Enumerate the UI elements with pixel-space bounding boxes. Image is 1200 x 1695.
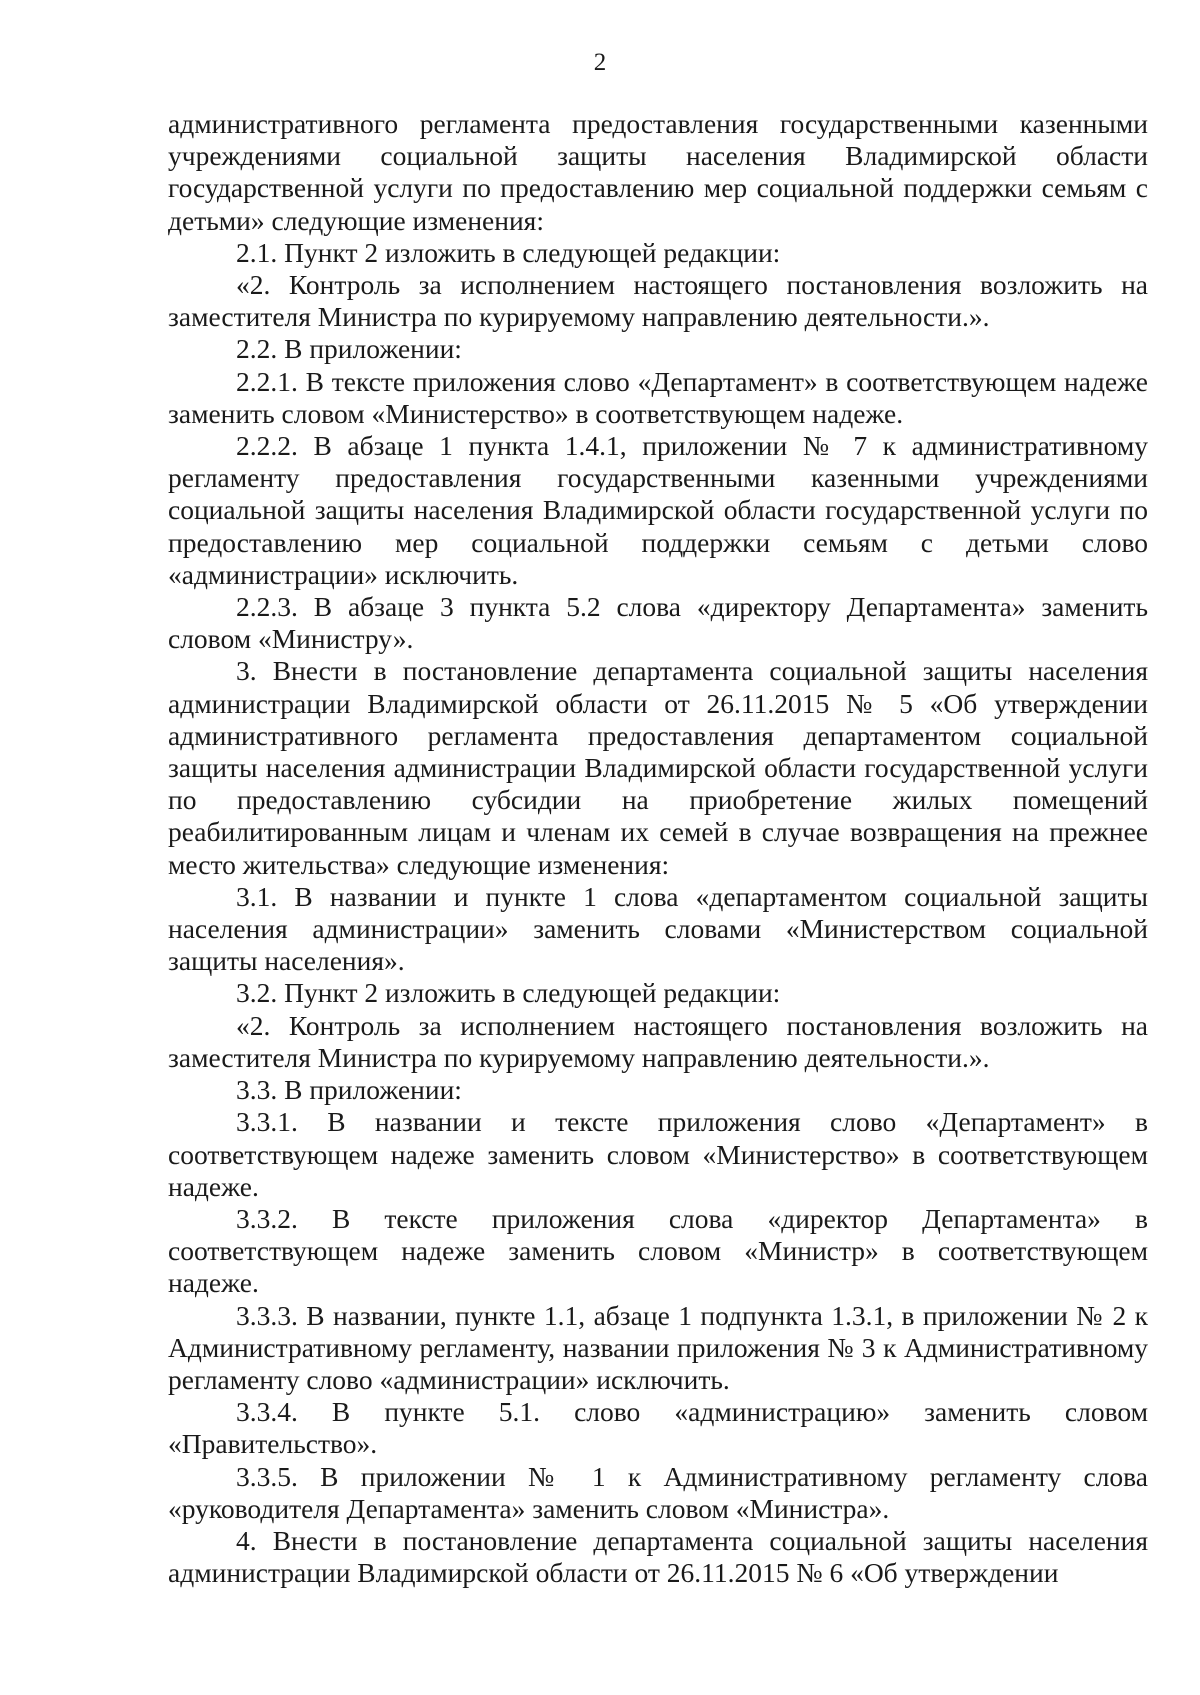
paragraph: 2.2.2. В абзаце 1 пункта 1.4.1, приложении № 7 к административному регламенту предоставления государственными казенными учреждениями социальной защиты населения Владимирской области государственной услуги по предоставлению мер социальной поддержки семьям с детьми слово «администрации» исключить. [168, 430, 1148, 590]
paragraph: 2.1. Пункт 2 изложить в следующей редакции: [236, 236, 781, 268]
paragraph: 4. Внести в постановление департамента социальной защиты населения администрации Владимирской области от 26.11.2015 № 6 «Об утверждении [168, 1524, 1148, 1589]
paragraph: административного регламента предоставления государственными казенными учреждениями социальной защиты населения Владимирской области государственной услуги по предоставлению мер социальной поддержки семьям с детьми» следующие изменения: [168, 108, 1148, 236]
paragraph: 3.2. Пункт 2 изложить в следующей редакции: [236, 977, 781, 1009]
paragraph: 3.3.3. В названии, пункте 1.1, абзаце 1 подпункта 1.3.1, в приложении № 2 к Административному регламенту, названии приложения № 3 к Административному регламенту слово «администрации» исключить. [168, 1299, 1148, 1395]
paragraph: 2.2.1. В тексте приложения слово «Департамент» в соответствующем надеже заменить словом «Министерство» в соответствующем надеже. [168, 365, 1148, 429]
paragraph: 3. Внести в постановление департамента социальной защиты населения администрации Владимирской области от 26.11.2015 № 5 «Об утверждении административного регламента предоставления департаментом социальной защиты населения администрации Владимирской области государственной услуги по предоставлению субсидии на приобретение жилых помещений реабилитированным лицам и членам их семей в случае возвращения на прежнее место жительства» следующие изменения: [168, 655, 1148, 880]
paragraph: 3.1. В названии и пункте 1 слова «департаментом социальной защиты населения администрации» заменить словами «Министерством социальной защиты населения». [168, 880, 1148, 977]
paragraph: 3.3.2. В тексте приложения слова «директор Департамента» в соответствующем надеже заменить словом «Министр» в соответствующем надеже. [168, 1202, 1148, 1299]
paragraph: 3.3.1. В названии и тексте приложения слово «Департамент» в соответствующем надеже заменить словом «Министерство» в соответствующем надеже. [168, 1106, 1148, 1202]
page-number: 2 [593, 49, 607, 76]
paragraph: 3.3.4. В пункте 5.1. слово «администрацию» заменить словом «Правительство». [168, 1396, 1148, 1460]
paragraph: 3.3. В приложении: [236, 1074, 462, 1106]
paragraph: 3.3.5. В приложении № 1 к Административному регламенту слова «руководителя Департамента» заменить словом «Министра». [168, 1460, 1148, 1524]
paragraph: «2. Контроль за исполнением настоящего постановления возложить на заместителя Министра по курируемому направлению деятельности.». [168, 1009, 1148, 1073]
paragraph: «2. Контроль за исполнением настоящего постановления возложить на заместителя Министра по курируемому направлению деятельности.». [168, 269, 1148, 333]
document-body [168, 108, 1148, 1589]
paragraph: 2.2.3. В абзаце 3 пункта 5.2 слова «директору Департамента» заменить словом «Министру». [168, 591, 1148, 655]
paragraph: 2.2. В приложении: [236, 333, 462, 365]
